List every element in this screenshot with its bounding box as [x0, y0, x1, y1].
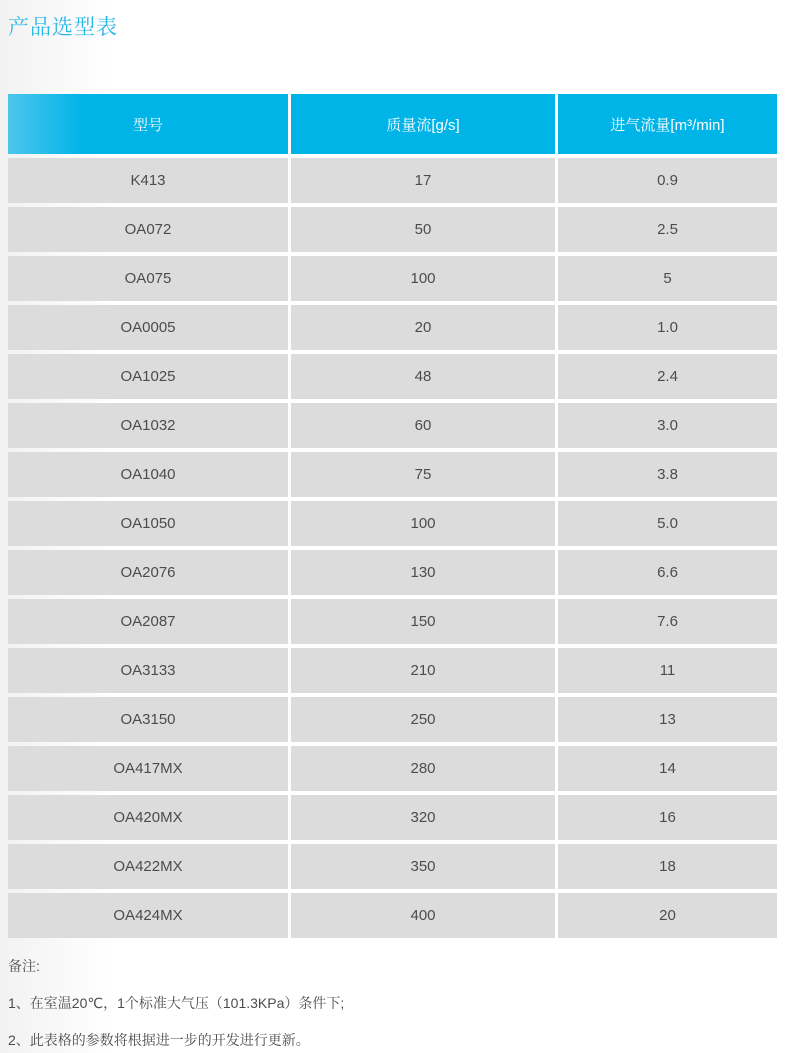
table-row [8, 648, 777, 693]
product-selection-table [8, 94, 777, 938]
intake-flow-cell: 6.6 [558, 550, 777, 595]
table-row [8, 550, 777, 595]
model-cell: OA075 [8, 256, 288, 301]
model-cell: OA1032 [8, 403, 288, 448]
model-cell: OA424MX [8, 893, 288, 938]
table-row [8, 452, 777, 497]
mass-flow-cell: 210 [291, 648, 555, 693]
model-cell: OA1040 [8, 452, 288, 497]
table-row [8, 207, 777, 252]
note-item-2: 2、此表格的参数将根据进一步的开发进行更新。 [8, 1032, 310, 1048]
table-row [8, 795, 777, 840]
intake-flow-cell: 18 [558, 844, 777, 889]
intake-flow-cell: 5.0 [558, 501, 777, 546]
table-row [8, 697, 777, 742]
table-row [8, 599, 777, 644]
mass-flow-cell: 280 [291, 746, 555, 791]
mass-flow-cell: 100 [291, 256, 555, 301]
notes-label: 备注: [8, 958, 40, 974]
mass-flow-cell: 320 [291, 795, 555, 840]
mass-flow-cell: 250 [291, 697, 555, 742]
table-row [8, 403, 777, 448]
table-body [8, 158, 777, 938]
table-row [8, 256, 777, 301]
model-cell: OA422MX [8, 844, 288, 889]
model-cell: OA417MX [8, 746, 288, 791]
table-row [8, 893, 777, 938]
intake-flow-cell: 5 [558, 256, 777, 301]
mass-flow-cell: 50 [291, 207, 555, 252]
intake-flow-cell: 14 [558, 746, 777, 791]
notes-section [8, 956, 794, 1050]
intake-flow-cell: 2.5 [558, 207, 777, 252]
mass-flow-cell: 100 [291, 501, 555, 546]
table-row [8, 844, 777, 889]
model-cell: OA1025 [8, 354, 288, 399]
mass-flow-cell: 17 [291, 158, 555, 203]
table-row [8, 501, 777, 546]
intake-flow-cell: 3.0 [558, 403, 777, 448]
intake-flow-cell: 20 [558, 893, 777, 938]
model-cell: OA3133 [8, 648, 288, 693]
model-cell: OA2076 [8, 550, 288, 595]
table-row [8, 158, 777, 203]
model-cell: OA0005 [8, 305, 288, 350]
mass-flow-cell: 150 [291, 599, 555, 644]
mass-flow-cell: 60 [291, 403, 555, 448]
model-cell: OA072 [8, 207, 288, 252]
mass-flow-cell: 48 [291, 354, 555, 399]
intake-flow-cell: 0.9 [558, 158, 777, 203]
intake-flow-cell: 2.4 [558, 354, 777, 399]
intake-flow-cell: 11 [558, 648, 777, 693]
intake-flow-cell: 16 [558, 795, 777, 840]
model-cell: OA2087 [8, 599, 288, 644]
intake-flow-cell: 1.0 [558, 305, 777, 350]
mass-flow-cell: 350 [291, 844, 555, 889]
table-row [8, 746, 777, 791]
mass-flow-cell: 20 [291, 305, 555, 350]
page-title: 产品选型表 [8, 16, 118, 39]
note-item-1: 1、在室温20℃，1个标准大气压（101.3KPa）条件下; [8, 995, 345, 1011]
mass-flow-cell: 400 [291, 893, 555, 938]
model-cell: OA3150 [8, 697, 288, 742]
table-header-row [8, 94, 777, 154]
intake-flow-cell: 13 [558, 697, 777, 742]
table-row [8, 305, 777, 350]
model-cell: OA1050 [8, 501, 288, 546]
column-header-intake-flow: 进气流量[m³/min] [558, 94, 777, 154]
table-row [8, 354, 777, 399]
model-cell: K413 [8, 158, 288, 203]
column-header-model: 型号 [8, 94, 288, 154]
intake-flow-cell: 7.6 [558, 599, 777, 644]
mass-flow-cell: 75 [291, 452, 555, 497]
column-header-mass-flow: 质量流[g/s] [291, 94, 555, 154]
mass-flow-cell: 130 [291, 550, 555, 595]
model-cell: OA420MX [8, 795, 288, 840]
intake-flow-cell: 3.8 [558, 452, 777, 497]
